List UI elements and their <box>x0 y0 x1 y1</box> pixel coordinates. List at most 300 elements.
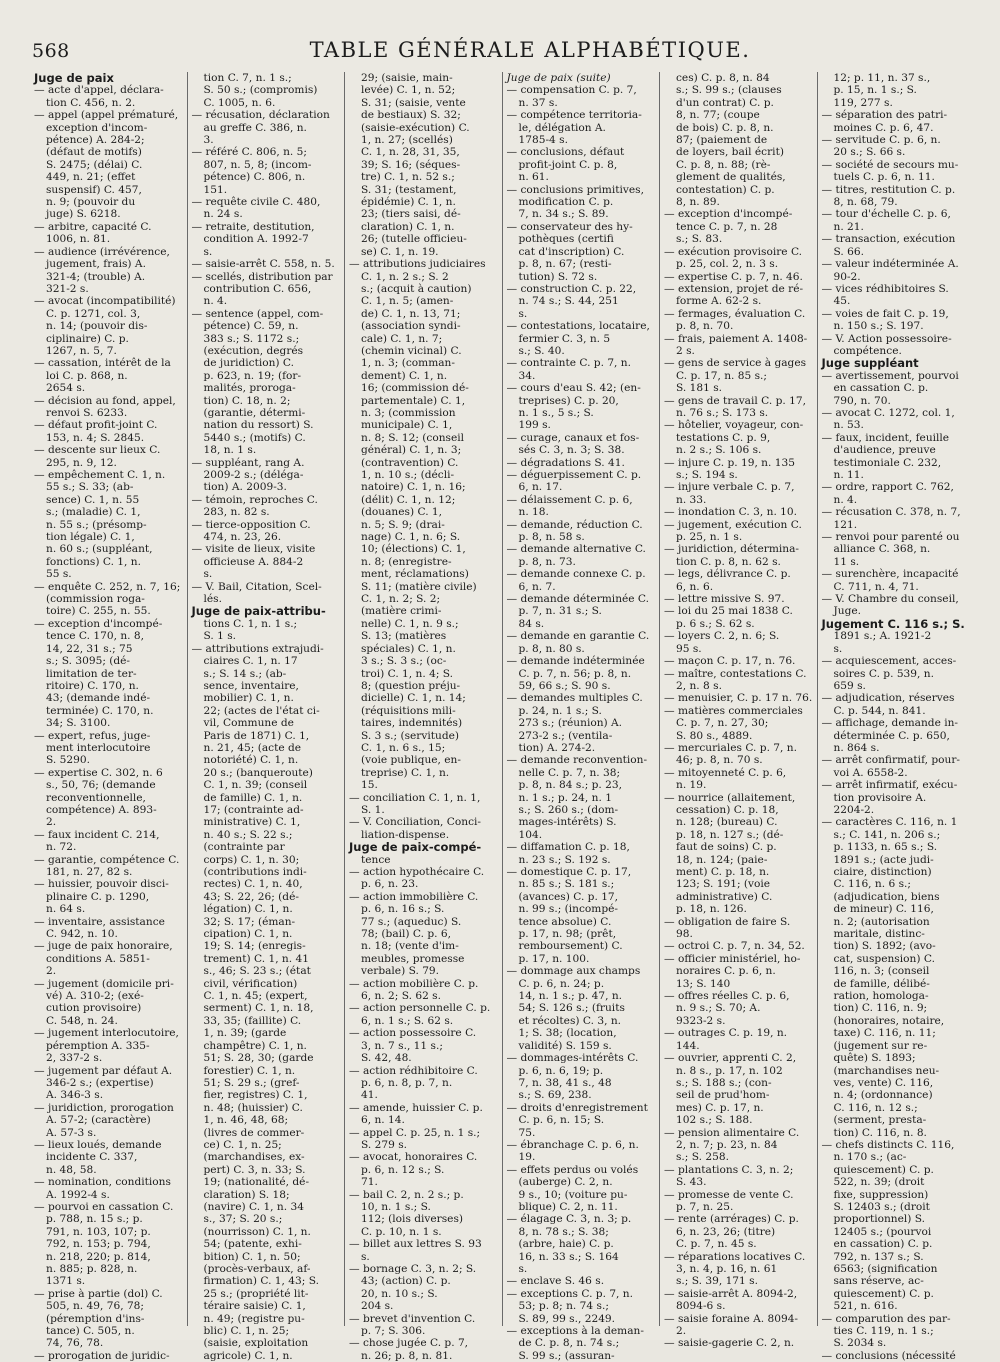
index-entry: — saisie-arrêt A. 8094-2, <box>664 1287 798 1300</box>
index-entry-continuation: s.; S. 194 s. <box>676 469 738 481</box>
index-entry-continuation: levée) C. 1, n. 52; <box>361 84 456 97</box>
index-entry-continuation: C. 1, n. 28, 31, 35, <box>361 146 460 159</box>
index-entry: — nourrice (allaitement, <box>664 791 796 804</box>
index-entry-continuation: tution) S. 72 s. <box>518 270 598 283</box>
index-entry: — demande déterminée C. <box>506 593 650 606</box>
index-entry-continuation: taires, indemnités) <box>361 717 463 730</box>
index-entry: — V. Bail, Citation, Scel- <box>191 580 322 593</box>
index-entry-continuation: cale) C. 1, n. 7; <box>361 332 443 345</box>
index-entry-continuation: n. 885; p. 828, n. <box>46 1263 138 1275</box>
index-entry-continuation: compétence. <box>833 344 902 357</box>
index-entry: — décision au fond, appel, <box>34 394 176 407</box>
index-entry-continuation: 295, n. 9, 12. <box>46 456 117 469</box>
index-entry-continuation: ment, réclamations) <box>361 568 469 581</box>
index-entry-continuation: ce) C. 1, n. 25; <box>203 1138 282 1151</box>
index-entry-continuation: n. 4. <box>833 493 858 506</box>
index-entry-continuation: alliance C. 368, n. <box>833 543 931 556</box>
index-entry-continuation: C. 548, n. 24. <box>46 1014 118 1027</box>
index-entry-continuation: S. 1 s. <box>203 630 237 643</box>
index-entry-continuation: C. 1, n. 45; (expert, <box>203 990 308 1003</box>
index-column-4 <box>502 72 660 1362</box>
index-entry-continuation: 43; S. 22, 26; (dé- <box>203 890 299 903</box>
index-entry-continuation: 20 s.; (banqueroute) <box>203 766 313 779</box>
index-entry: — adjudication, réserves <box>821 692 955 705</box>
index-entry-continuation: p. 6, n. 8, p. 7, n. <box>361 1076 453 1089</box>
index-entry-continuation: C. 711, n. 4, 71. <box>833 580 919 593</box>
index-entry-continuation: S. 1. <box>361 803 385 816</box>
index-entry-continuation: s.; S. 40. <box>518 344 565 357</box>
index-entry-continuation: tence C. 170, n. 8, <box>46 630 145 643</box>
index-entry-continuation: 3. <box>203 134 214 147</box>
index-entry-continuation: 2. <box>46 816 57 829</box>
index-entry-continuation: 346-2 s.; (expertise) <box>46 1076 154 1089</box>
index-entry: — inondation C. 3, n. 10. <box>664 506 798 519</box>
index-entry-continuation: tion) A. 2009-3. <box>203 481 287 494</box>
index-entry-continuation: corps) C. 1, n. 30; <box>203 853 300 866</box>
index-entry-continuation: condition A. 1992-7 <box>203 233 309 246</box>
index-entry-continuation: soires C. p. 539, n. <box>833 667 934 680</box>
index-entry-continuation: 1785-4 s. <box>518 134 568 147</box>
index-entry-continuation: vé) A. 310-2; (exé- <box>46 990 144 1003</box>
index-entry: — témoin, reproches C. <box>191 493 318 506</box>
index-entry-continuation: lés. <box>203 593 222 606</box>
index-entry: — juridiction, détermina- <box>664 543 799 556</box>
index-entry-continuation: mages-intérêts) S. <box>518 816 617 829</box>
index-entry-continuation: 15. <box>361 779 378 792</box>
index-entry-continuation: péremption A. 335- <box>46 1039 150 1052</box>
index-entry-continuation: C. 116, n. 6 s.; <box>833 878 911 891</box>
index-entry-continuation: 1267, n. 5, 7. <box>46 344 117 357</box>
index-entry-continuation: 153, n. 4; S. 2845. <box>46 431 145 444</box>
index-entry-continuation: en cassation) C. p. <box>833 1238 933 1251</box>
index-entry: — curage, canaux et fos- <box>506 431 640 444</box>
index-entry: — enquête C. 252, n. 7, 16; <box>34 580 181 593</box>
index-entry-continuation: 102 s.; S. 188. <box>676 1114 753 1127</box>
index-entry-continuation: n. 1 s., 5 s.; S. <box>518 406 594 419</box>
index-entry-continuation: 321-2 s. <box>46 282 89 295</box>
index-entry: — droits d'enregistrement <box>506 1101 648 1114</box>
index-entry-continuation: validité) S. 159 s. <box>518 1039 612 1052</box>
index-entry-continuation: 18, n. 1 s. <box>203 444 257 457</box>
index-entry-continuation: modification C. p. <box>518 196 614 209</box>
index-entry-continuation: 12405 s.; (pourvoi <box>833 1225 932 1238</box>
index-entry: — enclave S. 46 s. <box>506 1275 605 1288</box>
index-entry-continuation: (serment, presta- <box>833 1114 927 1127</box>
index-entry-continuation: Paris de 1871) C. 1, <box>203 729 310 742</box>
index-entry: — fermages, évaluation C. <box>664 307 806 320</box>
index-entry-continuation: ces) C. p. 8, n. 84 <box>676 72 770 84</box>
index-entry-continuation: s. <box>203 245 213 258</box>
index-entry: — action immobilière C. <box>349 890 479 903</box>
index-entry-continuation: 95 s. <box>676 642 702 655</box>
index-entry-continuation: 32; S. 17; (éman- <box>203 915 296 928</box>
index-entry-continuation: C. p. 6, n. 15; S. <box>518 1114 605 1127</box>
index-entry: — jugement (domicile pri- <box>34 977 174 990</box>
index-entry: — attributions extrajudi- <box>191 642 324 655</box>
index-entry: — déguerpissement C. p. <box>506 469 642 481</box>
index-entry: — conclusions (nécessité <box>821 1349 956 1362</box>
index-entry-continuation: (voie publique, en- <box>361 754 461 767</box>
index-entry-continuation: ritoire) C. 170, n. <box>46 679 139 692</box>
index-entry-continuation: tion) S. 1892; (avo- <box>833 940 936 953</box>
index-entry-continuation: suspensif) C. 457, <box>46 183 142 196</box>
index-entry-continuation: 6, n. 23, 26; (titre) <box>676 1225 776 1238</box>
index-entry-continuation: (navire) C. 1, n. 34 <box>203 1200 304 1213</box>
index-entry-continuation: nelle) C. 1, n. 9 s.; <box>361 617 459 630</box>
index-entry-continuation: profit-joint C. p. 8, <box>518 158 618 171</box>
index-entry-continuation: n. 37 s. <box>518 96 558 109</box>
index-entry-continuation: s. <box>361 1250 370 1263</box>
index-entry-continuation: n. 53. <box>833 419 864 432</box>
index-entry-continuation: 119, 277 s. <box>833 96 893 109</box>
index-entry: — avocat C. 1272, col. 1, <box>821 406 955 419</box>
index-entry-continuation: liation-dispense. <box>361 828 450 841</box>
index-entry-continuation: agricole) C. 1, n. <box>203 1349 293 1362</box>
index-entry-continuation: tion provisoire A. <box>833 791 927 804</box>
index-column-1 <box>30 71 187 1362</box>
index-entry-continuation: 121. <box>833 518 858 531</box>
index-entry: — demandes multiples C. <box>506 692 643 705</box>
index-entry-continuation: 383 s.; S. 1172 s.; <box>203 332 300 345</box>
index-entry-continuation: maritale, distinc- <box>833 928 925 941</box>
index-entry-continuation: n. 61. <box>518 171 549 184</box>
index-entry-continuation: tance) C. 505, n. <box>46 1325 135 1338</box>
index-entry-continuation: 19; (nationalité, dé- <box>203 1176 310 1189</box>
index-entry: — V. Chambre du conseil, <box>821 593 959 606</box>
index-entry: — exceptions C. p. 7, n. <box>506 1287 633 1300</box>
index-entry: — action rédhibitoire C. <box>349 1064 478 1077</box>
index-entry-continuation: p. 788, n. 15 s.; p. <box>46 1213 143 1226</box>
index-entry-continuation: 659 s. <box>833 679 866 692</box>
index-entry-continuation: n. 8 s., p. 17, n. 102 <box>676 1064 783 1077</box>
index-entry-continuation: 6563; (signification <box>833 1263 938 1275</box>
index-entry-continuation: (nourrisson) C. 1, n. <box>203 1225 311 1238</box>
index-entry-continuation: forme A. 62-2 s. <box>676 295 762 308</box>
index-entry-continuation: p. 623, n. 19; (for- <box>203 369 302 382</box>
index-entry-continuation: 13; S. 140 <box>676 977 731 990</box>
index-entry-continuation: civil, vérification) <box>203 977 298 990</box>
index-entry: — huissier, pouvoir disci- <box>34 878 169 891</box>
index-entry-continuation: ment interlocutoire <box>46 741 151 754</box>
index-entry: — expertise C. p. 7, n. 46. <box>664 270 803 283</box>
index-entry-continuation: 14, 22, 31 s.; 75 <box>46 642 133 655</box>
index-entry-continuation: partementale) C. 1, <box>361 394 466 407</box>
index-entry-continuation: 1891 s.; (acte judi- <box>833 853 934 866</box>
index-entry-continuation: pétence) A. 284-2; <box>46 134 145 147</box>
index-entry-continuation: nation du ressort) S. <box>203 419 314 432</box>
index-entry: — suppléant, rang A. <box>191 456 305 469</box>
index-entry-continuation: fermier C. 3, n. 5 <box>518 332 611 345</box>
index-entry: — action mobilière C. p. <box>349 977 479 990</box>
index-entry-continuation: A. 346-3 s. <box>46 1089 104 1102</box>
index-entry-continuation: 51; S. 29 s.; (gref- <box>203 1076 300 1089</box>
index-entry-continuation: n. 85 s.; S. 181 s.; <box>518 878 615 891</box>
index-entry-continuation: (honoraires, notaire, <box>833 1014 945 1027</box>
index-entry-continuation: plinaire C. p. 1290, <box>46 890 150 903</box>
index-entry-continuation: conditions A. 5851- <box>46 952 150 965</box>
index-entry-continuation: (jugement sur re- <box>833 1039 928 1052</box>
index-entry-continuation: rectes) C. 1, n. 40, <box>203 878 303 891</box>
index-entry-continuation: 41. <box>361 1089 378 1102</box>
index-heading: Juge suppléant <box>821 356 919 371</box>
index-entry-continuation: A. 57-2; (caractère) <box>46 1114 151 1127</box>
index-entry: — récusation C. 378, n. 7, <box>821 506 961 519</box>
index-entry-continuation: téraire saisie) C. 1, <box>203 1300 306 1313</box>
index-entry-continuation: p. 6, n. 6, 19; p. <box>518 1064 604 1077</box>
index-entry-continuation: n. 18. <box>518 506 549 519</box>
index-entry: — séparation des patri- <box>821 109 948 122</box>
index-heading: Juge de paix (suite) <box>506 72 611 84</box>
index-entry: — affichage, demande in- <box>821 717 958 730</box>
page-number: 568 <box>32 40 70 62</box>
index-entry-continuation: forestier) C. 1, n. <box>203 1064 296 1077</box>
index-entry: — compensation C. p. 7, <box>506 84 637 97</box>
index-entry-continuation: n. 128; (bureau) C. <box>676 816 778 829</box>
index-entry-continuation: 18, n. 124; (paie- <box>676 853 768 866</box>
index-entry-continuation: s.; (acquit à caution) <box>361 282 472 295</box>
index-entry: — mitoyenneté C. p. 6, <box>664 766 787 779</box>
index-entry: — descente sur lieux C. <box>34 444 161 457</box>
index-entry-continuation: tion) C. 18, n. 2; <box>203 394 291 407</box>
index-entry-continuation: S. 31; (testament, <box>361 183 457 196</box>
index-entry-continuation: n. 21, 45; (acte de <box>203 741 302 754</box>
index-entry: — lettre missive S. 97. <box>664 593 785 606</box>
index-entry-continuation: 39; S. 16; (séques- <box>361 158 461 171</box>
index-entry-continuation: n. 24 s. <box>203 208 243 221</box>
index-entry-continuation: 1371 s. <box>46 1275 86 1288</box>
index-entry-continuation: 1, n. 10 s.; (décli- <box>361 469 455 481</box>
index-entry-continuation: S. 3 s.; (servitude) <box>361 729 460 742</box>
index-entry-continuation: dement) C. 1, n. <box>361 369 448 382</box>
index-entry-continuation: p. 8, n. 58 s. <box>518 531 585 544</box>
index-entry: — ébranchage C. p. 6, n. <box>506 1138 639 1151</box>
index-entry-continuation: 51; S. 28, 30; (garde <box>203 1052 314 1065</box>
index-entry-continuation: blic) C. 1, n. 25; <box>203 1325 290 1338</box>
index-entry-continuation: C. p. 10, n. 1 s. <box>361 1225 442 1238</box>
index-entry-continuation: s.; S. 3095; (dé- <box>46 655 131 668</box>
index-entry-continuation: 26; (tutelle officieu- <box>361 233 467 246</box>
index-entry-continuation: de famille, délibé- <box>833 977 930 990</box>
index-entry-continuation: n. 18; (vente d'im- <box>361 940 459 953</box>
index-entry-continuation: noraires C. p. 6, n. <box>676 965 776 978</box>
index-entry-continuation: (douanes) C. 1, <box>361 506 443 519</box>
index-entry-continuation: 1891 s.; A. 1921-2 <box>833 630 932 643</box>
index-entry-continuation: tion) C. 116, n. 9; <box>833 1002 928 1015</box>
index-entry-continuation: 46; p. 8, n. 70 s. <box>676 754 763 767</box>
index-entry-continuation: (matière crimi- <box>361 605 442 618</box>
index-entry-continuation: glement de qualités, <box>676 171 786 184</box>
index-entry-continuation: 8, n. 77; (coupe <box>676 109 760 122</box>
index-entry-continuation: (saisie, exploitation <box>203 1337 309 1350</box>
index-entry-continuation: 2. <box>46 965 57 978</box>
index-entry-continuation: 151. <box>203 183 228 196</box>
index-entry-continuation: cipation) C. 1, n. <box>203 928 293 941</box>
index-entry-continuation: pothèques (certifi <box>518 233 614 246</box>
index-entry-continuation: p. 25, n. 1 s. <box>676 531 743 544</box>
index-entry-continuation: 75. <box>518 1126 536 1139</box>
index-entry: — inventaire, assistance <box>34 915 165 928</box>
index-entry-continuation: 6, n. 14. <box>361 1114 405 1127</box>
index-entry-continuation: n. 26; p. 8, n. 81. <box>361 1349 453 1362</box>
index-entry-continuation: (arbre, haie) C. p. <box>518 1238 614 1251</box>
index-entry: — chefs distincts C. 116, <box>821 1138 955 1151</box>
index-heading: Juge de paix-compé- <box>349 840 482 855</box>
index-entry-continuation: S. 89, 99 s., 2249. <box>518 1312 616 1325</box>
index-entry: — prise à partie (dol) C. <box>34 1287 163 1300</box>
index-entry-continuation: p. 8, n. 70. <box>676 320 734 333</box>
index-entry: — conservateur des hy- <box>506 220 633 233</box>
index-entry-continuation: 199 s. <box>518 419 551 432</box>
index-entry: — caractères C. 116, n. 1 <box>821 816 958 829</box>
index-entry: — maître, contestations C. <box>664 667 807 680</box>
index-entry-continuation: (contributions indi- <box>203 866 307 878</box>
index-entry: — saisie foraine A. 8094- <box>664 1312 799 1325</box>
index-entry: — avocat (incompatibilité) <box>34 295 176 308</box>
index-entry-continuation: s.; S. 258. <box>676 1151 729 1164</box>
index-entry: — amende, huissier C. p. <box>349 1101 483 1114</box>
index-entry: — demande indéterminée <box>506 655 645 668</box>
index-entry-continuation: (commission roga- <box>46 593 145 606</box>
index-entry-continuation: sence, inventaire, <box>203 679 299 692</box>
index-entry: — voies de fait C. p. 19, <box>821 307 949 320</box>
index-entry-continuation: S. 2034 s. <box>833 1337 887 1350</box>
index-entry: — conclusions, défaut <box>506 146 625 159</box>
index-entry: — défaut profit-joint C. <box>34 419 158 432</box>
index-entry-continuation: (auberge) C. 2, n. <box>518 1176 613 1189</box>
index-entry-continuation: et récoltes) C. 3, n. <box>518 1014 622 1027</box>
index-entry: — appel (appel prématuré, <box>34 109 179 122</box>
index-entry: — octroi C. p. 7, n. 34, 52. <box>664 940 805 953</box>
index-entry-continuation: contestation) C. p. <box>676 183 775 196</box>
index-entry-continuation: 6, n. 1 s.; S. 62 s. <box>361 1014 454 1027</box>
index-entry-continuation: 59, 66 s.; S. 90 s. <box>518 679 611 692</box>
index-entry-continuation: pert) C. 3, n. 33; S. <box>203 1163 306 1176</box>
index-entry-continuation: exception d'incom- <box>46 121 148 134</box>
index-entry: — matières commerciales <box>664 704 803 717</box>
index-entry: — diffamation C. p. 18, <box>506 841 630 854</box>
index-entry-continuation: 43; (action) C. p. <box>361 1275 451 1288</box>
index-entry-continuation: 8; (question préju- <box>361 679 461 692</box>
index-entry-continuation: le, délégation A. <box>518 121 606 134</box>
index-entry-continuation: 283, n. 82 s. <box>203 506 270 519</box>
index-entry-continuation: S. 31; (saisie, vente <box>361 96 466 109</box>
index-entry-continuation: incidente C. 337, <box>46 1151 138 1164</box>
index-entry-continuation: tuels C. p. 6, n. 11. <box>833 171 935 184</box>
index-heading: Jugement C. 116 s.; S. <box>821 616 965 631</box>
index-entry: — officier ministériel, ho- <box>664 952 801 965</box>
index-entry-continuation: sans réserve, ac- <box>833 1275 924 1288</box>
index-entry-continuation: mes) C. p. 17, n. <box>676 1101 764 1114</box>
index-entry: — scellés, distribution par <box>191 270 333 283</box>
index-entry-continuation: d'audience, preuve <box>833 444 936 457</box>
index-entry-continuation: s., 46; S. 23 s.; (état <box>203 965 311 978</box>
index-entry-continuation: 204 s. <box>361 1300 394 1313</box>
index-entry-continuation: firmation) C. 1, 43; S. <box>203 1275 319 1288</box>
index-entry: — sentence (appel, com- <box>191 307 324 320</box>
index-entry-continuation: n. 33. <box>676 493 707 506</box>
index-entry-continuation: fixe, suppression) <box>833 1188 929 1201</box>
index-entry-continuation: p. 15, n. 1 s.; S. <box>833 84 917 97</box>
index-entry: — comparution des par- <box>821 1312 951 1325</box>
index-entry-continuation: 78; (bail) C. p. 6, <box>361 928 452 941</box>
index-entry-continuation: 55 s. <box>46 568 72 581</box>
index-entry-continuation: 505, n. 49, 76, 78; <box>46 1300 144 1313</box>
index-entry-continuation: C. p. 8, n. 88; (rè- <box>676 158 771 171</box>
index-entry: — arrêt confirmatif, pour- <box>821 754 960 767</box>
index-entry-continuation: 807, n. 5, 8; (incom- <box>203 158 312 171</box>
index-entry-continuation: p. 8, n. 73. <box>518 555 576 568</box>
index-entry: — jugement, exécution C. <box>664 518 802 531</box>
index-entry-continuation: S. 42, 48. <box>361 1052 412 1065</box>
index-entry-continuation: pétence) C. 806, n. <box>203 171 306 184</box>
index-entry-continuation: (défaut de motifs) <box>46 146 142 159</box>
index-entry-continuation: (livres de commer- <box>203 1126 305 1139</box>
index-entry-continuation: 9323-2 s. <box>676 1014 726 1027</box>
index-entry: — faux, incident, feuille <box>821 431 950 444</box>
index-entry-continuation: n. 55 s.; (présomp- <box>46 518 147 531</box>
index-entry: — frais, paiement A. 1408- <box>664 332 808 345</box>
index-entry-continuation: (adjudication, biens <box>833 890 940 903</box>
index-entry-continuation: s. <box>203 568 213 581</box>
index-entry-continuation: treprises) C. p. 20, <box>518 394 619 407</box>
index-entry: — juge de paix honoraire, <box>34 940 173 953</box>
index-entry-continuation: 474, n. 23, 26. <box>203 531 282 544</box>
index-entry: — élagage C. 3, n. 3; p. <box>506 1213 632 1226</box>
index-entry-continuation: 87; (paiement de <box>676 134 768 147</box>
index-entry-continuation: 10, n. 1 s.; S. <box>361 1200 431 1213</box>
index-entry-continuation: S. 13; (matières <box>361 630 447 643</box>
index-entry-continuation: reconventionnelle, <box>46 791 146 804</box>
index-entry-continuation: de bois) C. p. 8, n. <box>676 121 774 134</box>
index-entry: — offres réelles C. p. 6, <box>664 990 790 1003</box>
index-entry-continuation: claration) C. 1, n. <box>361 220 455 233</box>
index-entry-continuation: 43; (demande indé- <box>46 692 151 705</box>
index-entry-continuation: 16, n. 33 s.; S. 164 <box>518 1250 619 1263</box>
index-entry-continuation: 2. <box>676 1325 687 1338</box>
index-entry-continuation: 2204-2. <box>833 803 875 816</box>
index-entry: — exception d'incompé- <box>34 617 163 630</box>
index-entry-continuation: n. 23 s.; S. 192 s. <box>518 853 611 866</box>
index-entry-continuation: sence) C. 1, n. 55 <box>46 493 140 506</box>
index-entry-continuation: notoriété) C. 1, n. <box>203 754 299 767</box>
index-entry-continuation: n. 170 s.; (ac- <box>833 1151 907 1164</box>
index-entry: — valeur indéterminée A. <box>821 258 959 271</box>
index-entry-continuation: n. 9; (pouvoir du <box>46 196 136 209</box>
index-entry: — hôtelier, voyageur, con- <box>664 419 804 432</box>
index-entry-continuation: s.; S. 188 s.; (con- <box>676 1076 772 1089</box>
index-entry: — prorogation de juridic- <box>34 1349 170 1362</box>
index-entry-continuation: p. 7, n. 25. <box>676 1200 734 1213</box>
index-entry-continuation: 522, n. 39; (droit <box>833 1176 925 1189</box>
index-entry-continuation: 5440 s.; (motifs) C. <box>203 431 306 444</box>
index-entry-continuation: 6, n. 17. <box>518 481 563 494</box>
index-entry-continuation: municipale) C. 1, <box>361 419 453 432</box>
index-entry-continuation: n. 60 s.; (suppléant, <box>46 543 153 556</box>
index-entry-continuation: 1006, n. 81. <box>46 233 111 246</box>
index-entry: — acte d'appel, déclara- <box>34 84 164 97</box>
index-entry: — garantie, compétence C. <box>34 853 180 866</box>
index-entry-continuation: p. 18, n. 126. <box>676 903 747 916</box>
index-entry-continuation: ciaires C. 1, n. 17 <box>203 655 298 668</box>
index-entry: — requête civile C. 480, <box>191 196 321 209</box>
index-entry-continuation: tion C. 456, n. 2. <box>46 96 136 109</box>
index-entry: — loyers C. 2, n. 6; S. <box>664 630 780 643</box>
index-entry: — contestations, locataire, <box>506 320 650 333</box>
index-entry-continuation: compétence) A. 893- <box>46 803 157 816</box>
index-entry: — action possessoire C. <box>349 1027 477 1040</box>
index-entry: — attributions judiciaires <box>349 258 486 271</box>
index-entry-continuation: 53; p. 8; n. 74 s.; <box>518 1300 609 1313</box>
